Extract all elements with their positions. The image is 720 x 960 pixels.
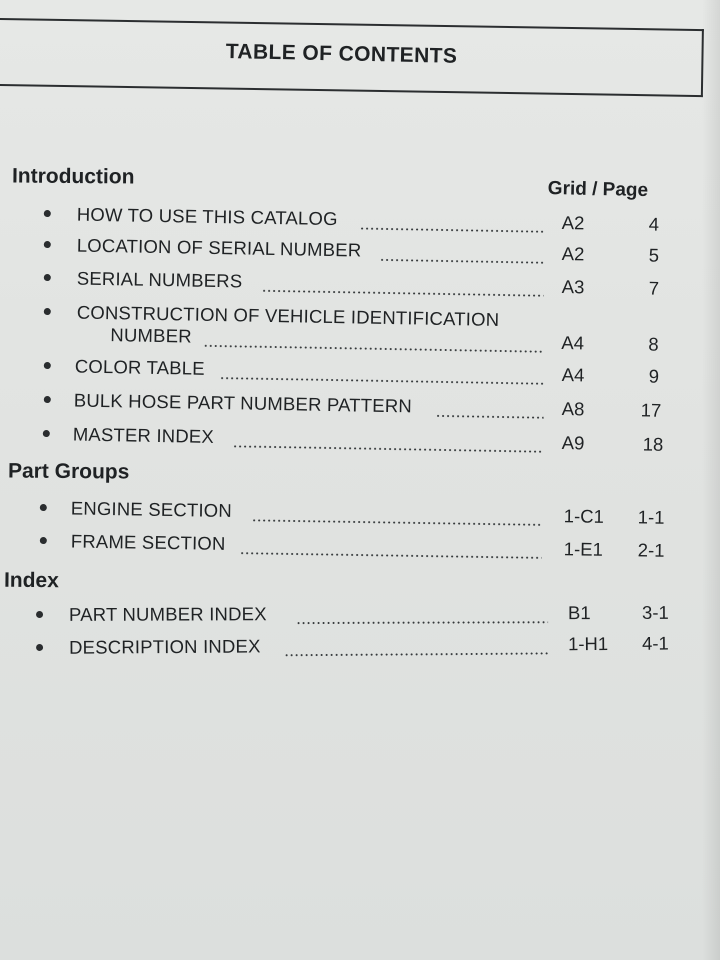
entry-page: 8 — [648, 333, 659, 355]
entry-page: 2-1 — [637, 539, 665, 561]
entry-label: SERIAL NUMBERS — [76, 267, 243, 292]
dot-leader — [252, 519, 542, 526]
entry-grid: A2 — [561, 212, 585, 234]
grid-page-column-header: Grid / Page — [547, 178, 649, 202]
bullet-icon — [43, 430, 50, 437]
entry-page: 3-1 — [641, 601, 669, 623]
dot-leader — [203, 345, 543, 353]
entry-grid: A9 — [561, 432, 585, 454]
entry-label: COLOR TABLE — [74, 355, 206, 379]
bullet-icon — [40, 537, 47, 544]
entry-grid: A4 — [561, 364, 585, 386]
entry-page: 1-1 — [637, 506, 665, 528]
dot-leader — [436, 415, 544, 419]
entry-label: FRAME SECTION — [70, 530, 226, 554]
entry-page: 4-1 — [641, 632, 669, 654]
section-heading-index: Index — [3, 568, 59, 593]
entry-label-continued: NUMBER — [110, 324, 192, 347]
dot-leader — [220, 377, 544, 385]
bullet-icon — [40, 504, 47, 511]
entry-grid: 1-E1 — [563, 538, 604, 560]
entry-grid: 1-C1 — [563, 505, 605, 527]
bullet-icon — [44, 362, 51, 369]
bullet-icon — [36, 611, 43, 618]
dot-leader — [296, 621, 548, 624]
page-title: TABLE OF CONTENTS — [225, 40, 458, 68]
section-heading-introduction: Introduction — [11, 164, 135, 189]
dot-leader — [240, 552, 542, 559]
entry-page: 7 — [648, 277, 660, 299]
entry-grid: B1 — [567, 602, 591, 624]
entry-label: LOCATION OF SERIAL NUMBER — [76, 234, 362, 261]
entry-grid: A2 — [561, 243, 585, 265]
entry-page: 9 — [648, 365, 660, 387]
entry-grid: A8 — [561, 398, 585, 420]
entry-page: 17 — [640, 399, 662, 421]
entry-label: ENGINE SECTION — [70, 497, 233, 522]
dot-leader — [284, 652, 548, 656]
bullet-icon — [44, 210, 51, 217]
dot-leader — [233, 445, 543, 452]
entry-page: 5 — [648, 244, 660, 266]
section-heading-part-groups: Part Groups — [7, 459, 130, 484]
entry-page: 4 — [648, 213, 660, 235]
entry-label: PART NUMBER INDEX — [68, 603, 267, 625]
entry-label: DESCRIPTION INDEX — [68, 635, 261, 658]
dot-leader — [262, 290, 544, 297]
bullet-icon — [44, 308, 51, 315]
entry-grid: 1-H1 — [567, 633, 609, 655]
entry-label: HOW TO USE THIS CATALOG — [76, 203, 338, 230]
entry-page: 18 — [642, 433, 664, 455]
entry-label: BULK HOSE PART NUMBER PATTERN — [73, 389, 413, 417]
bullet-icon — [44, 241, 51, 248]
dot-leader — [380, 259, 544, 264]
dot-leader — [360, 228, 544, 233]
entry-label: MASTER INDEX — [72, 423, 215, 447]
toc-entry — [36, 632, 696, 671]
bullet-icon — [36, 644, 43, 651]
bullet-icon — [44, 274, 51, 281]
entry-grid: A3 — [561, 276, 585, 298]
entry-label: CONSTRUCTION OF VEHICLE IDENTIFICATION — [76, 301, 500, 330]
entry-grid: A4 — [561, 332, 585, 354]
bullet-icon — [44, 396, 51, 403]
